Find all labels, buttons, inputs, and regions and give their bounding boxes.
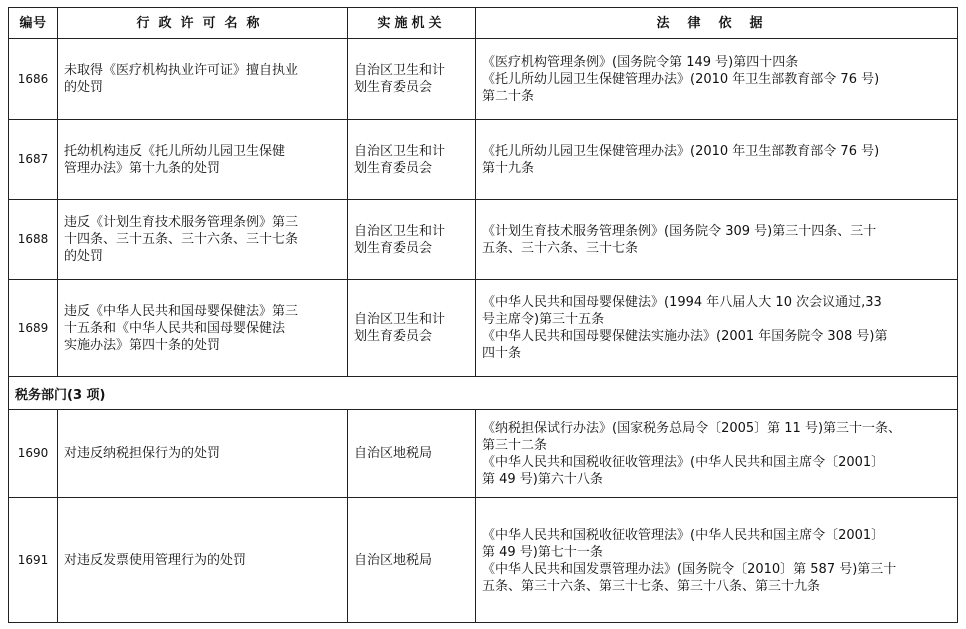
legal-basis-line: 《托儿所幼儿园卫生保健管理办法》(2010 年卫生部教育部令 76 号) [482,143,880,159]
legal-basis-line: 《中华人民共和国发票管理办法》(国务院令〔2010〕第 587 号)第三十 [482,561,897,577]
permit-name-line: 未取得《医疗机构执业许可证》擅自执业 [64,63,299,78]
legal-basis-line: 第十九条 [482,160,535,176]
permit-name-line: 的处罚 [64,249,104,264]
table-row [9,279,957,376]
legal-basis-line: 第 49 号)第七十一条 [482,544,603,560]
permit-name-line: 十五条和《中华人民共和国母婴保健法 [64,320,286,336]
permit-name-lines [64,552,246,569]
table-header [9,8,957,38]
permit-name-cell [57,498,347,623]
legal-basis-cell [475,120,959,199]
row-number-cell: 1688 [17,232,49,246]
table-row [9,38,957,119]
permit-name-line: 对违反发票使用管理行为的处罚 [64,553,247,568]
legal-basis-line: 第三十二条 [482,437,548,453]
legal-basis-cell [475,280,959,376]
legal-basis-line: 《中华人民共和国母婴保健法实施办法》(2001 年国务院令 308 号)第 [482,329,888,344]
agency-line: 划生育委员会 [354,160,433,176]
legal-basis-line: 《中华人民共和国税收征收管理法》(中华人民共和国主席令〔2001〕 [482,454,885,470]
header-permit-name: 行政许可名称 [57,8,347,38]
agency-cell [347,120,475,199]
agency-line: 自治区卫生和计 [354,63,446,78]
legal-basis-line: 第 49 号)第六十八条 [482,471,603,487]
permit-name-cell [57,410,347,497]
row-number-cell: 1689 [17,320,49,335]
legal-basis-lines [482,294,887,362]
row-number-cell: 1690 [17,446,49,460]
table-row [9,497,957,623]
permit-name-lines [64,303,298,354]
agency-line: 划生育委员会 [354,329,433,344]
agency-line: 自治区卫生和计 [354,223,446,239]
legal-basis-cell [475,39,959,119]
agency-cell [347,39,475,119]
legal-basis-lines [482,143,879,177]
legal-basis-cell [475,498,959,623]
permit-name-line: 十四条、三十五条、三十六条、三十七条 [64,232,299,247]
permit-name-line: 的处罚 [64,80,104,95]
permit-name-line: 实施办法》第四十条的处罚 [64,337,221,353]
header-number: 编号 [19,15,47,31]
agency-lines [354,552,432,569]
agency-lines [354,223,445,257]
permit-name-line: 管理办法》第十九条的处罚 [64,160,221,176]
legal-basis-lines [482,223,876,257]
permit-name-lines [64,143,285,177]
legal-basis-line: 《托儿所幼儿园卫生保健管理办法》(2010 年卫生部教育部令 76 号) [482,71,880,87]
legal-basis-lines [482,54,879,105]
agency-cell [347,200,475,279]
table-row [9,409,957,497]
table-row [9,199,957,279]
permit-name-line: 违反《中华人民共和国母婴保健法》第三 [64,303,299,319]
legal-basis-lines [482,420,901,488]
header-legal-basis: 法律依据 [475,8,959,38]
legal-basis-line: 五条、三十六条、三十七条 [482,240,639,256]
row-number-cell: 1686 [17,71,49,86]
legal-basis-line: 《医疗机构管理条例》(国务院令第 149 号)第四十四条 [482,54,799,70]
legal-basis-line: 号主席令)第三十五条 [482,312,605,327]
legal-basis-line: 《中华人民共和国税收征收管理法》(中华人民共和国主席令〔2001〕 [482,527,885,543]
permit-name-cell [57,39,347,119]
section-label: 税务部门(3 项) [15,387,106,403]
regulation-table [8,7,958,623]
legal-basis-line: 四十条 [482,346,522,361]
permit-name-cell [57,120,347,199]
permit-name-lines [64,214,298,265]
legal-basis-cell [475,200,959,279]
row-number-cell: 1687 [17,152,49,166]
agency-line: 划生育委员会 [354,240,433,256]
permit-name-cell [57,280,347,376]
agency-lines [354,311,445,345]
agency-lines [354,143,445,177]
permit-name-lines [64,62,298,96]
row-number-cell: 1691 [17,553,49,567]
permit-name-lines [64,445,220,462]
legal-basis-cell [475,410,959,497]
header-agency: 实施机关 [347,8,475,38]
section-row [9,376,957,409]
agency-cell [347,410,475,497]
agency-cell [347,498,475,623]
legal-basis-line: 《计划生育技术服务管理条例》(国务院令 309 号)第三十四条、三十 [482,223,877,239]
agency-lines [354,62,445,96]
legal-basis-line: 《中华人民共和国母婴保健法》(1994 年八届人大 10 次会议通过,33 [482,295,882,310]
legal-basis-line: 《纳税担保试行办法》(国家税务总局令〔2005〕第 11 号)第三十一条、 [482,420,902,436]
permit-name-cell [57,200,347,279]
agency-line: 自治区卫生和计 [354,143,446,159]
agency-line: 自治区地税局 [354,553,433,568]
legal-basis-line: 五条、第三十六条、第三十七条、第三十八条、第三十九条 [482,578,821,594]
permit-name-line: 违反《计划生育技术服务管理条例》第三 [64,215,299,230]
permit-name-line: 对违反纳税担保行为的处罚 [64,446,221,461]
table-row [9,119,957,199]
agency-line: 自治区卫生和计 [354,312,446,327]
agency-cell [347,280,475,376]
agency-line: 划生育委员会 [354,80,433,95]
permit-name-line: 托幼机构违反《托儿所幼儿园卫生保健 [64,143,286,159]
agency-line: 自治区地税局 [354,446,433,461]
legal-basis-lines [482,527,896,595]
legal-basis-line: 第二十条 [482,88,535,104]
agency-lines [354,445,432,462]
